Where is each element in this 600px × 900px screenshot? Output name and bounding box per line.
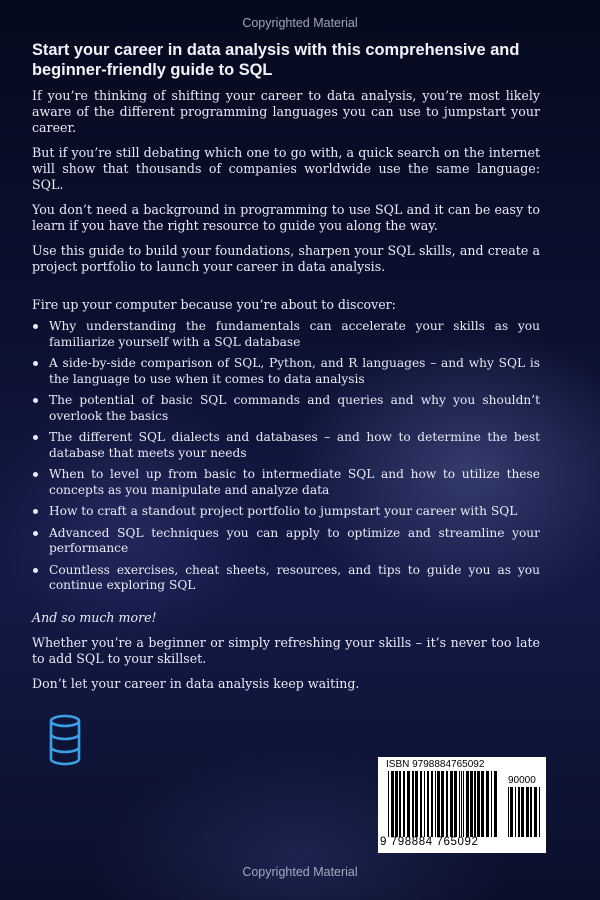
- bullet-icon: [33, 435, 38, 440]
- list-item-text: The different SQL dialects and databases – and how to determine the best database that meets your needs: [49, 430, 540, 460]
- barcode-bar: [486, 771, 489, 837]
- closing-paragraph-2: Don’t let your career in data analysis keep waiting.: [32, 675, 360, 691]
- barcode-bar: [510, 787, 513, 837]
- barcode-bar: [391, 771, 394, 837]
- intro-text: Fire up your computer because you’re about to discover:: [32, 297, 396, 312]
- list-item: [32, 526, 540, 557]
- barcode-bar: [534, 787, 537, 837]
- bullet-icon: [33, 531, 38, 536]
- paragraph-1: If you’re thinking of shifting your career to data analysis, you’re most likely aware of the different programming languages you can use to jumpstart your career.: [32, 88, 540, 135]
- barcode-bar: [539, 787, 540, 837]
- bullet-icon: [33, 472, 38, 477]
- barcode-bars: [388, 771, 498, 837]
- barcode-bar: [435, 771, 436, 837]
- barcode-bar: [526, 787, 529, 837]
- headline: Start your career in data analysis with this comprehensive and beginner-friendly guide to SQL: [32, 41, 520, 79]
- barcode-bar: [431, 771, 433, 837]
- barcode-bar: [481, 771, 484, 837]
- barcode-bar: [508, 787, 509, 837]
- barcode-bar: [407, 771, 410, 837]
- list-item-text: How to craft a standout project portfolio to jumpstart your career with SQL: [49, 504, 518, 518]
- bullet-icon: [33, 361, 38, 366]
- watermark-bottom: Copyrighted Material: [242, 865, 358, 879]
- bullet-icon: [33, 509, 38, 514]
- list-item: [32, 504, 540, 520]
- list-item-text: The potential of basic SQL commands and queries and why you shouldn’t overlook the basics: [49, 393, 540, 423]
- closing-paragraph-1: Whether you’re a beginner or simply refreshing your skills – it’s never too late to add SQL to your skillset.: [32, 634, 540, 666]
- list-item-text: Advanced SQL techniques you can apply to optimize and streamline your performance: [49, 525, 540, 555]
- price-barcode-bars: [508, 787, 542, 837]
- barcode: [378, 757, 546, 853]
- list-item: [32, 393, 540, 424]
- barcode-bar: [412, 771, 414, 837]
- barcode-bar: [420, 771, 422, 837]
- list-item-text: When to level up from basic to intermediate SQL and how to utilize these concepts as you manipulate and analyze data: [49, 467, 540, 497]
- barcode-bar: [399, 771, 401, 837]
- barcode-bar: [424, 771, 425, 837]
- isbn-digits: 9 798884 765092: [380, 836, 479, 848]
- watermark-top: Copyrighted Material: [242, 16, 358, 30]
- and-more-text: And so much more!: [32, 609, 157, 625]
- list-item-text: A side-by-side comparison of SQL, Python, and R languages – and why SQL is the language to use when it comes to data analysis: [49, 356, 540, 386]
- barcode-bar: [470, 771, 473, 837]
- barcode-bar: [518, 787, 520, 837]
- barcode-bar: [403, 771, 405, 837]
- list-item: [32, 356, 540, 387]
- barcode-bar: [521, 787, 524, 837]
- barcode-bar: [437, 771, 440, 837]
- barcode-bar: [427, 771, 429, 837]
- barcode-bar: [395, 771, 398, 837]
- barcode-bar: [441, 771, 444, 837]
- paragraph-3: You don’t need a background in programming to use SQL and it can be easy to learn if you have the right resource to guide you along the way.: [32, 202, 540, 233]
- database-icon: [48, 714, 82, 766]
- barcode-bar: [415, 771, 418, 837]
- barcode-bar: [530, 787, 532, 837]
- barcode-bar: [450, 771, 453, 837]
- barcode-bar: [515, 787, 516, 837]
- barcode-bar: [491, 771, 492, 837]
- barcode-bar: [388, 771, 389, 837]
- feature-list: [32, 319, 540, 594]
- list-item-text: Countless exercises, cheat sheets, resources, and tips to guide you as you continue exploring SQL: [49, 562, 540, 592]
- barcode-bar: [474, 771, 476, 837]
- paragraph-4: Use this guide to build your foundations, sharpen your SQL skills, and create a project portfolio to launch your career in data analysis.: [32, 243, 540, 274]
- isbn-label: ISBN 9798884765092: [386, 759, 485, 770]
- barcode-bar: [477, 771, 480, 837]
- back-cover-text: [32, 40, 540, 701]
- list-item: [32, 563, 540, 594]
- bullet-icon: [33, 324, 38, 329]
- paragraph-2: But if you’re still debating which one to go with, a quick search on the internet will show that thousands of companies worldwide use the same language: SQL.: [32, 145, 540, 192]
- list-item: [32, 467, 540, 498]
- barcode-bar: [494, 771, 497, 837]
- barcode-bar: [463, 771, 464, 837]
- barcode-bar: [466, 771, 469, 837]
- list-item: [32, 319, 540, 350]
- barcode-bar: [461, 771, 462, 837]
- barcode-bar: [446, 771, 448, 837]
- barcode-bar: [454, 771, 457, 837]
- barcode-bar: [459, 771, 460, 837]
- list-item-text: Why understanding the fundamentals can accelerate your skills as you familiarize yourself with a SQL database: [49, 319, 540, 349]
- bullet-icon: [33, 398, 38, 403]
- bullet-icon: [33, 568, 38, 573]
- price-code: 90000: [508, 775, 536, 786]
- list-item: [32, 430, 540, 461]
